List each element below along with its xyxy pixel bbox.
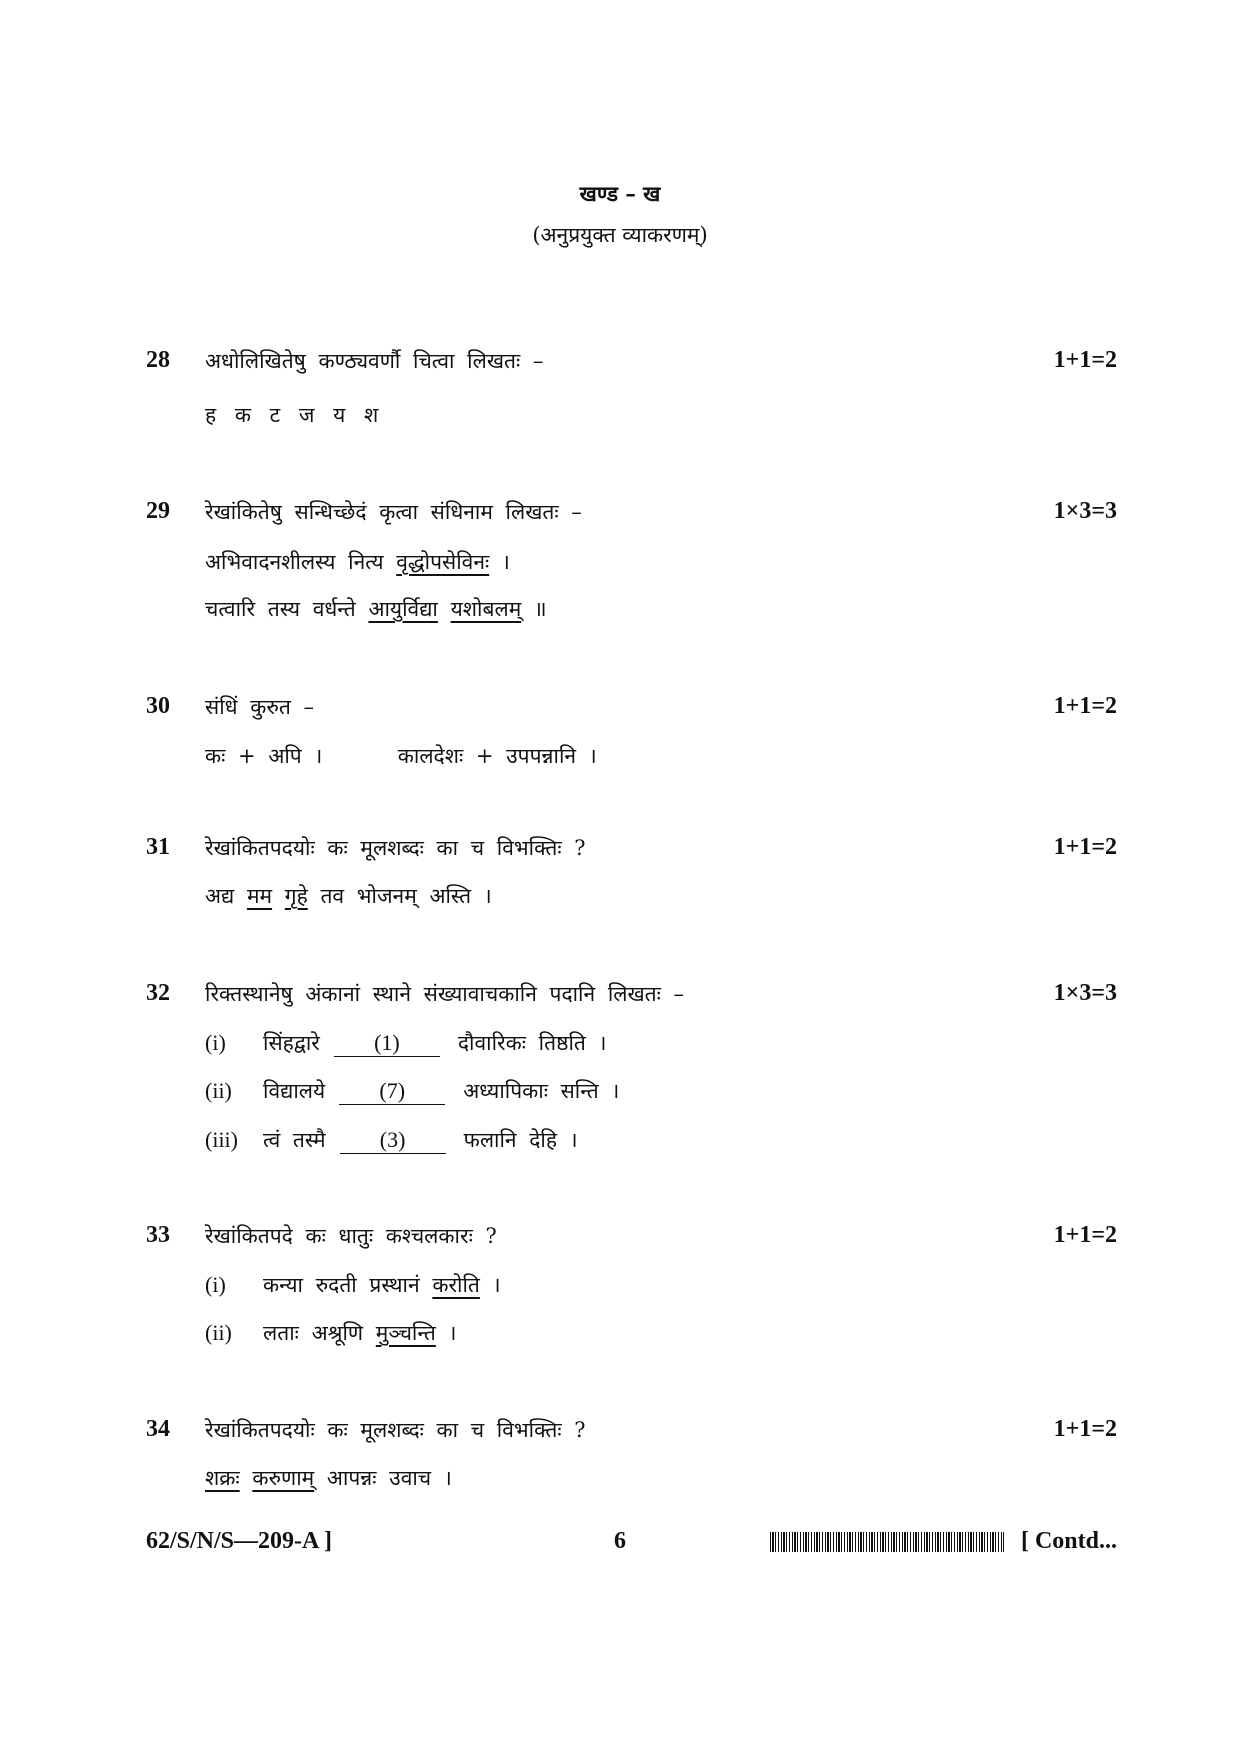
- underlined-word: करोति: [432, 1273, 480, 1297]
- text-segment: कन्या रुदती प्रस्थानं: [263, 1273, 420, 1297]
- text-segment: अध्यापिकाः सन्ति ।: [463, 1079, 620, 1103]
- question-text: अधोलिखितेषु कण्ठ्यवर्णौ चित्वा लिखतः –: [205, 349, 544, 373]
- text-segment: ।: [448, 1321, 457, 1345]
- question-number: 31: [146, 834, 170, 860]
- question-number: 28: [146, 347, 170, 373]
- sentence-line: [205, 1464, 452, 1492]
- question-text: संधिं कुरुत –: [205, 695, 315, 719]
- letters-line: ह क ट ज य श: [205, 403, 379, 427]
- sandhi-line: [205, 742, 597, 770]
- text-segment: दौवारिकः तिष्ठति ।: [457, 1031, 607, 1055]
- question-number: 32: [146, 980, 170, 1006]
- sub-item-i: [205, 1029, 607, 1057]
- underlined-word: वृद्धोपसेविनः: [396, 550, 490, 574]
- sub-item-iii: [205, 1126, 578, 1154]
- text-segment: ।: [501, 550, 510, 574]
- paper-code: 62/S/N/S—209-A ]: [146, 1528, 333, 1554]
- page-number: 6: [614, 1528, 626, 1554]
- question-marks: 1×3=3: [1053, 498, 1117, 524]
- underlined-word: मम: [246, 884, 273, 908]
- question-number: 34: [146, 1416, 170, 1442]
- question-marks: 1+1=2: [1053, 834, 1117, 860]
- fill-blank: (7): [339, 1078, 445, 1105]
- sandhi-part-2: कालदेशः + उपपन्नानि ।: [397, 744, 597, 768]
- text-segment: त्वं तस्मै: [263, 1128, 326, 1152]
- text-segment: तव भोजनम् अस्ति ।: [320, 884, 492, 908]
- item-numeral: (iii): [205, 1127, 238, 1152]
- barcode-icon: [770, 1532, 1004, 1552]
- sub-item-ii: [205, 1077, 619, 1105]
- text-segment: ॥: [533, 597, 547, 621]
- verse-line-2: [205, 595, 547, 623]
- underlined-word: यशोबलम्: [450, 597, 522, 621]
- text-segment: फलानि देहि ।: [463, 1128, 578, 1152]
- text-segment: आपन्नः उवाच ।: [326, 1466, 452, 1490]
- sandhi-part-1: कः + अपि ।: [205, 744, 323, 768]
- question-text: रेखांकितेषु सन्धिच्छेदं कृत्वा संधिनाम लिखतः –: [205, 500, 582, 524]
- text-segment: ।: [492, 1273, 501, 1297]
- fill-blank: (3): [340, 1127, 446, 1154]
- item-numeral: (i): [205, 1030, 226, 1055]
- item-numeral: (ii): [205, 1078, 232, 1103]
- underlined-word: करुणाम्: [252, 1466, 315, 1490]
- text-segment: अभिवादनशीलस्य नित्य: [205, 550, 384, 574]
- question-marks: 1+1=2: [1053, 347, 1117, 373]
- text-segment: लताः अश्रूणि: [263, 1321, 364, 1345]
- question-number: 30: [146, 693, 170, 719]
- question-text: रिक्तस्थानेषु अंकानां स्थाने संख्यावाचकानि पदानि लिखतः –: [205, 982, 685, 1006]
- underlined-word: आयुर्विद्या: [368, 597, 438, 621]
- section-subtitle: (अनुप्रयुक्त व्याकरणम्): [532, 223, 708, 247]
- question-number: 29: [146, 498, 170, 524]
- question-marks: 1+1=2: [1053, 693, 1117, 719]
- underlined-word: गृहे: [284, 884, 308, 908]
- section-title: खण्ड – ख: [579, 181, 661, 206]
- item-numeral: (i): [205, 1272, 226, 1297]
- question-marks: 1+1=2: [1053, 1222, 1117, 1248]
- sentence-line: [205, 882, 492, 910]
- item-numeral: (ii): [205, 1320, 232, 1345]
- question-text: रेखांकितपदयोः कः मूलशब्दः का च विभक्तिः ?: [205, 836, 586, 860]
- underlined-word: शक्रः: [205, 1466, 240, 1490]
- question-number: 33: [146, 1222, 170, 1248]
- question-marks: 1×3=3: [1053, 980, 1117, 1006]
- text-segment: चत्वारि तस्य वर्धन्ते: [205, 597, 356, 621]
- question-text: रेखांकितपदयोः कः मूलशब्दः का च विभक्तिः ?: [205, 1418, 586, 1442]
- question-marks: 1+1=2: [1053, 1416, 1117, 1442]
- sub-item-ii: [205, 1319, 456, 1347]
- text-segment: सिंहद्वारे: [263, 1031, 320, 1055]
- text-segment: विद्यालये: [263, 1079, 326, 1103]
- verse-line-1: [205, 548, 510, 576]
- contd-label: [ Contd...: [1020, 1528, 1117, 1554]
- text-segment: अद्य: [205, 884, 235, 908]
- question-text: रेखांकितपदे कः धातुः कश्चलकारः ?: [205, 1224, 497, 1248]
- sub-item-i: [205, 1271, 501, 1299]
- fill-blank: (1): [334, 1030, 440, 1057]
- underlined-word: मुञ्चन्ति: [375, 1321, 436, 1345]
